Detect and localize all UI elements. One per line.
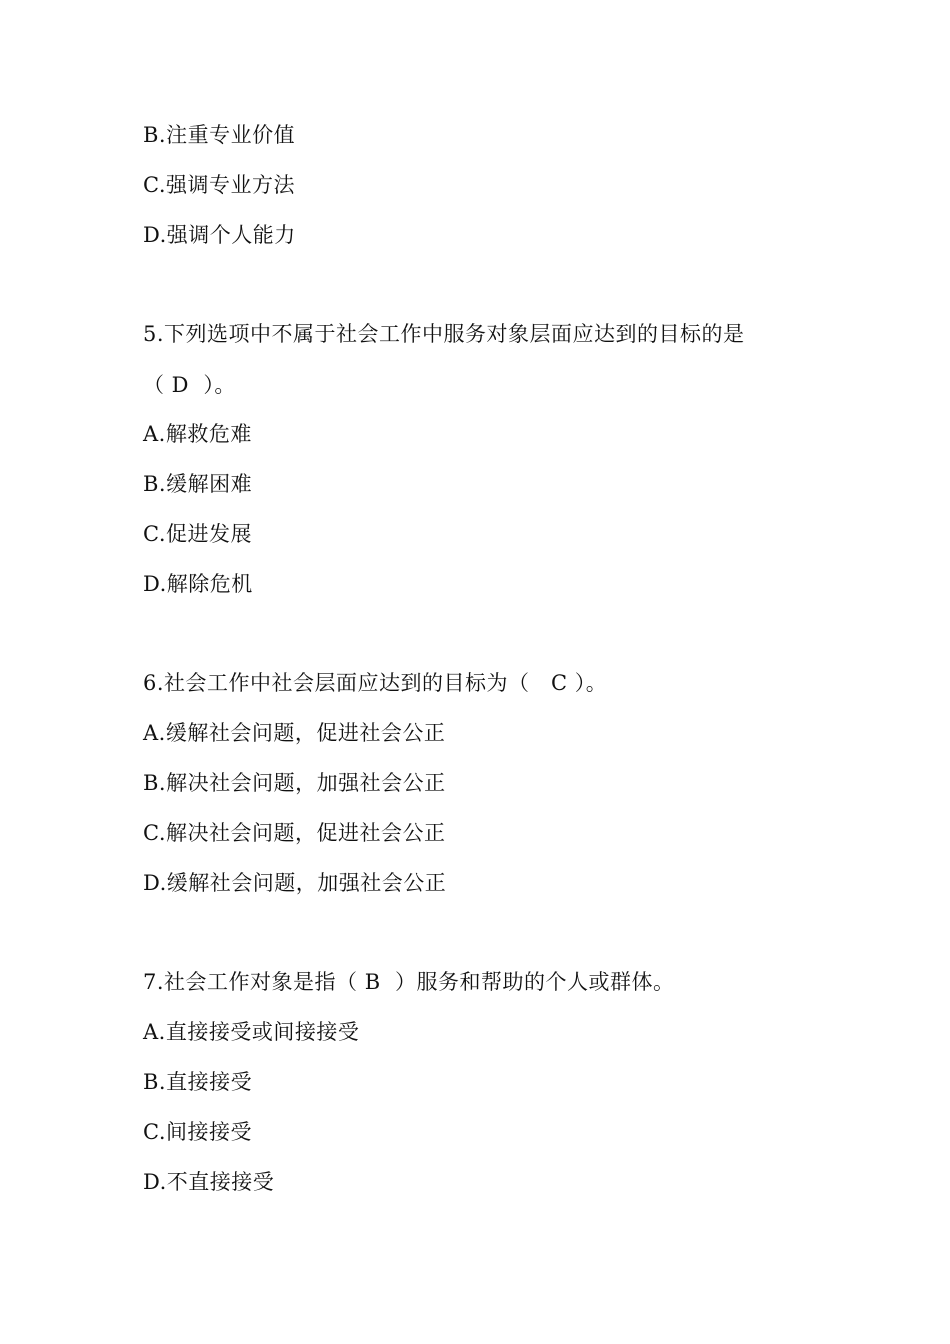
q6-option-b: B.解决社会问题，加强社会公正 [143,771,446,795]
q5-stem: 5.下列选项中不属于社会工作中服务对象层面应达到的目标的是 [143,322,745,346]
q4-option-c: C.强调专业方法 [143,173,295,197]
q4-option-d: D.强调个人能力 [143,223,296,247]
q6-stem: 6.社会工作中社会层面应达到的目标为（ C ）。 [143,671,608,695]
q7-option-c: C.间接接受 [143,1120,252,1144]
q5-option-c: C.促进发展 [143,522,252,546]
q4-option-b: B.注重专业价值 [143,123,296,147]
q7-option-a: A.直接接受或间接接受 [143,1020,360,1044]
q6-option-d: D.缓解社会问题，加强社会公正 [143,871,447,895]
q7-option-d: D.不直接接受 [143,1170,275,1194]
q7-option-b: B.直接接受 [143,1070,253,1094]
q5-option-a: A.解救危难 [143,422,252,446]
q6-option-c: C.解决社会问题，促进社会公正 [143,821,446,845]
q5-option-b: B.缓解困难 [143,472,253,496]
q7-stem: 7.社会工作对象是指（ B ）服务和帮助的个人或群体。 [143,970,675,994]
q5-answer: （ D ）。 [143,373,236,397]
q6-option-a: A.缓解社会问题，促进社会公正 [143,721,446,745]
q5-option-d: D.解除危机 [143,572,253,596]
